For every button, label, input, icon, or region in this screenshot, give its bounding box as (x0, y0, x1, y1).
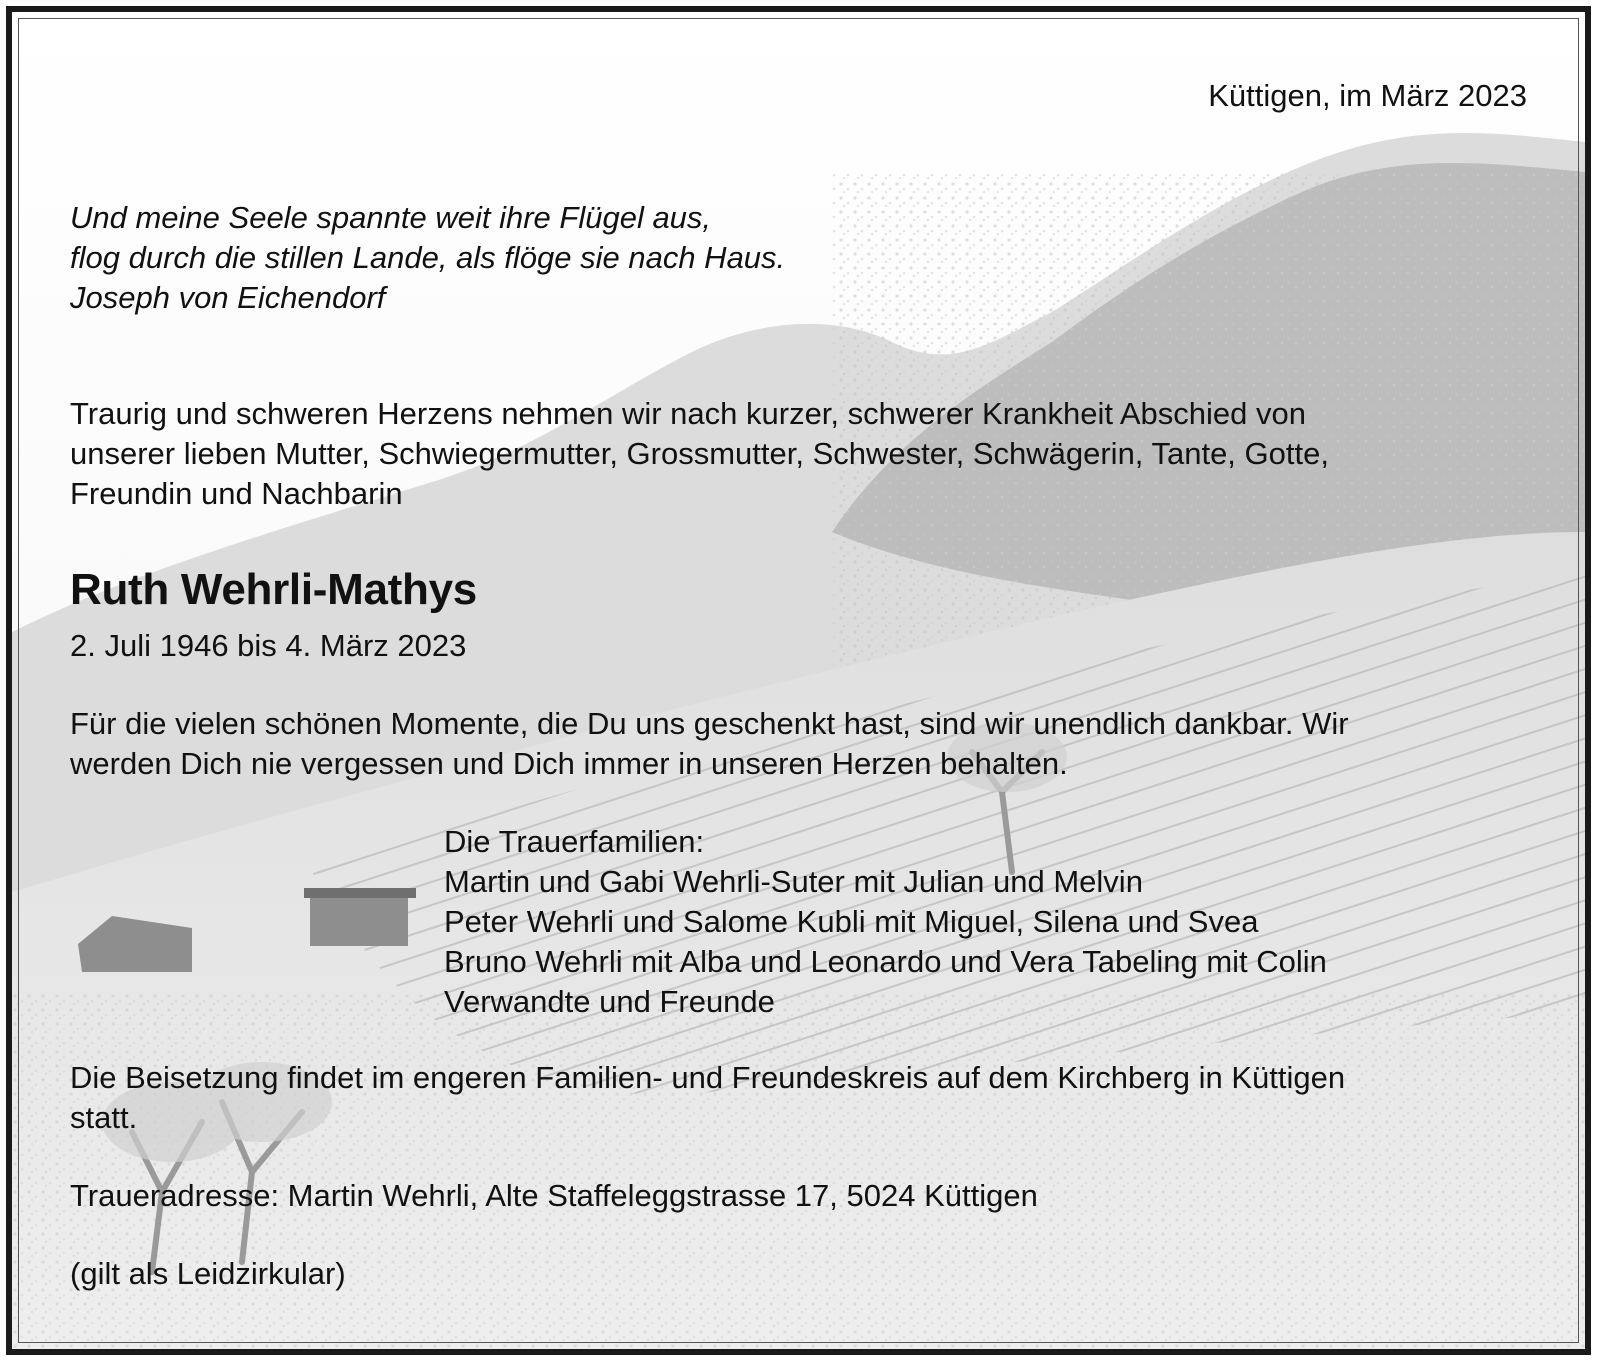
family-entry: Bruno Wehrli mit Alba und Leonardo und Vera Tabeling mit Colin (444, 944, 1327, 979)
funeral-notice (70, 1058, 1345, 1138)
families-heading: Die Trauerfamilien: (444, 824, 705, 859)
obituary-frame (6, 6, 1591, 1355)
place-date: Küttigen, im März 2023 (1208, 78, 1527, 113)
poem-line: Und meine Seele spannte weit ihre Flügel aus, (70, 200, 712, 235)
mourning-address: Traueradresse: Martin Wehrli, Alte Staffeleggstrasse 17, 5024 Küttigen (70, 1178, 1038, 1213)
poem-quote (70, 198, 785, 318)
deceased-name: Ruth Wehrli-Mathys (70, 565, 477, 614)
family-entry: Martin und Gabi Wehrli-Suter mit Julian und Melvin (444, 864, 1143, 899)
poem-author: Joseph von Eichendorf (70, 280, 386, 315)
thanks-paragraph (70, 704, 1349, 784)
intro-line: Traurig und schweren Herzens nehmen wir nach kurzer, schwerer Krankheit Abschied von (70, 396, 1307, 431)
intro-line: unserer lieben Mutter, Schwiegermutter, Grossmutter, Schwester, Schwägerin, Tante, Gotte, (70, 436, 1329, 471)
intro-paragraph (70, 394, 1329, 514)
circular-note: (gilt als Leidzirkular) (70, 1256, 346, 1291)
thanks-line: Für die vielen schönen Momente, die Du uns geschenkt hast, sind wir unendlich dankbar. Wir (70, 706, 1349, 741)
family-entry: Peter Wehrli und Salome Kubli mit Miguel, Silena und Svea (444, 904, 1259, 939)
family-entry: Verwandte und Freunde (444, 984, 775, 1019)
mourning-families (444, 822, 1327, 1022)
intro-line: Freundin und Nachbarin (70, 476, 403, 511)
funeral-line: statt. (70, 1100, 138, 1135)
thanks-line: werden Dich nie vergessen und Dich immer in unseren Herzen behalten. (70, 746, 1068, 781)
life-dates: 2. Juli 1946 bis 4. März 2023 (70, 628, 467, 663)
funeral-line: Die Beisetzung findet im engeren Familien- und Freundeskreis auf dem Kirchberg in Küttigen (70, 1060, 1346, 1095)
poem-line: flog durch die stillen Lande, als flöge sie nach Haus. (70, 240, 786, 275)
